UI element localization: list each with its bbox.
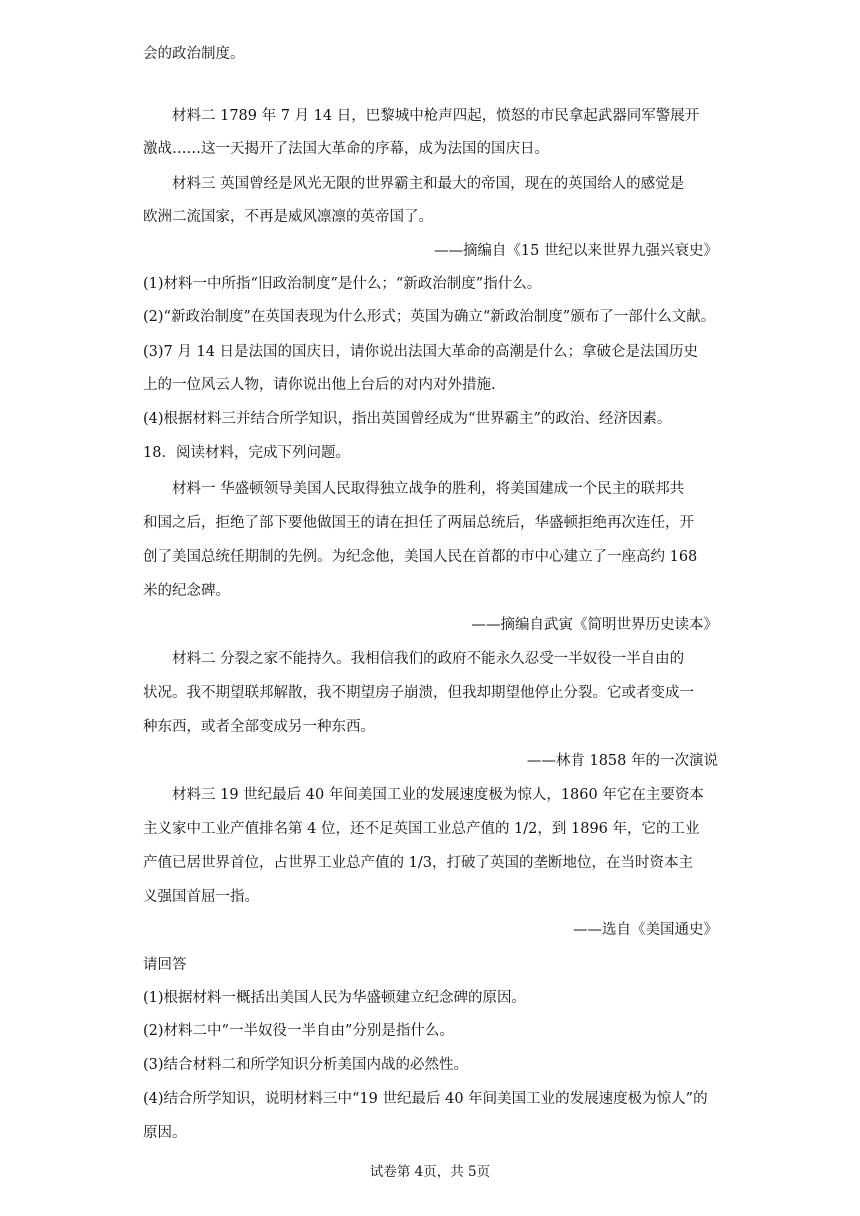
q17-question-3-line1: (3)7 月 14 日是法国的国庆日，请你说出法国大革命的高潮是什么；拿破仑是法国历史 — [143, 344, 699, 360]
q18-answer-prompt: 请回答 — [143, 957, 187, 973]
q18-material2-line1: 材料二 分裂之家不能持久。我相信我们的政府不能永久忍受一半奴役一半自由的 — [172, 651, 685, 667]
q18-heading: 18．阅读材料，完成下列问题。 — [143, 445, 350, 461]
q17-material2-line2: 激战……这一天揭开了法国大革命的序幕，成为法国的国庆日。 — [143, 141, 549, 157]
q18-question-1: (1)根据材料一概括出美国人民为华盛顿建立纪念碑的原因。 — [143, 990, 527, 1006]
q18-material3-line4: 义强国首屈一指。 — [143, 889, 259, 905]
q17-question-1: (1)材料一中所指“旧政治制度”是什么；“新政治制度”指什么。 — [143, 276, 542, 292]
q18-material1-line1: 材料一 华盛顿领导美国人民取得独立战争的胜利，将美国建成一个民主的联邦共 — [172, 481, 685, 497]
page-footer: 试卷第 4页，共 5页 — [369, 1164, 491, 1180]
q18-material2-line3: 种东西，或者全部变成另一种东西。 — [143, 719, 375, 735]
q18-material3-source: ——选自《美国通史》 — [573, 922, 718, 938]
q18-material3-line3: 产值已居世界首位，占世界工业总产值的 1/3，打破了英国的垄断地位，在当时资本主 — [143, 855, 693, 871]
q17-material3-line1: 材料三 英国曾经是风光无限的世界霸主和最大的帝国，现在的英国给人的感觉是 — [172, 176, 685, 192]
q18-material2-line2: 状况。我不期望联邦解散，我不期望房子崩溃，但我却期望他停止分裂。它或者变成一 — [143, 685, 694, 701]
q17-continuation-line: 会的政治制度。 — [143, 46, 245, 62]
q18-material1-line2: 和国之后，拒绝了部下要他做国王的请在担任了两届总统后，华盛顿拒绝再次连任，开 — [143, 515, 694, 531]
q17-question-4: (4)根据材料三并结合所学知识，指出英国曾经成为“世界霸主”的政治、经济因素。 — [143, 411, 672, 427]
q18-material3-line2: 主义家中工业产值排名第 4 位，还不足英国工业总产值的 1/2，到 1896 年，它的工业 — [143, 821, 700, 837]
q17-material3-line2: 欧洲二流国家，不再是威风凛凛的英帝国了。 — [143, 209, 433, 225]
q18-question-2: (2)材料二中“一半奴役一半自由”分别是指什么。 — [143, 1023, 454, 1039]
q18-material1-source: ——摘编自武寅《简明世界历史读本》 — [471, 617, 718, 633]
q17-material3-source: ——摘编自《15 世纪以来世界九强兴衰史》 — [433, 243, 718, 259]
q18-material3-line1: 材料三 19 世纪最后 40 年间美国工业的发展速度极为惊人，1860 年它在主要资本 — [172, 787, 704, 803]
q17-question-3-line2: 上的一位风云人物，请你说出他上台后的对内对外措施. — [143, 377, 496, 393]
q18-question-4-line1: (4)结合所学知识，说明材料三中“19 世纪最后 40 年间美国工业的发展速度极为惊人”的 — [143, 1091, 708, 1107]
q18-material1-line4: 米的纪念碑。 — [143, 583, 230, 599]
q18-question-3: (3)结合材料二和所学知识分析美国内战的必然性。 — [143, 1057, 469, 1073]
q18-question-4-line2: 原因。 — [143, 1125, 187, 1141]
q17-material2-line1: 材料二 1789 年 7 月 14 日，巴黎城中枪声四起，愤怒的市民拿起武器同军警展开 — [172, 108, 700, 124]
q17-question-2: (2)“新政治制度”在英国表现为什么形式；英国为确立“新政治制度”颁布了一部什么文献。 — [143, 309, 716, 325]
q18-material1-line3: 创了美国总统任期制的先例。为纪念他，美国人民在首都的市中心建立了一座高约 168 — [143, 549, 698, 565]
q18-material2-source: ——林肯 1858 年的一次演说 — [526, 753, 718, 769]
